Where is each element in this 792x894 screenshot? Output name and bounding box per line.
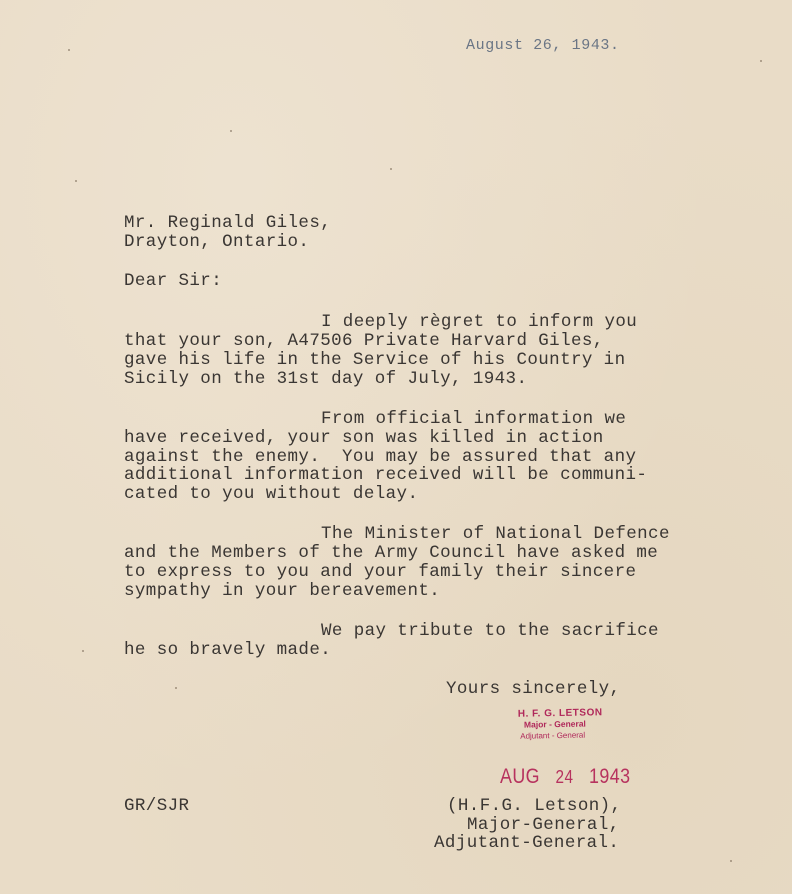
reference-initials: GR/SJR xyxy=(124,796,190,816)
stamp-year: 1943 xyxy=(589,765,631,788)
salutation: Dear Sir: xyxy=(124,271,223,291)
recipient-location: Drayton, Ontario. xyxy=(124,232,310,252)
paper-speck xyxy=(175,687,177,689)
paragraph-2-line: against the enemy. You may be assured that any xyxy=(124,447,637,467)
paper-speck xyxy=(68,49,70,51)
paper-speck xyxy=(390,168,392,170)
paper-speck xyxy=(730,860,732,862)
paragraph-1-line: Sicily on the 31st day of July, 1943. xyxy=(124,369,528,389)
paragraph-2-line: cated to you without delay. xyxy=(124,484,419,504)
paper-speck xyxy=(760,60,762,62)
paragraph-3-line: and the Members of the Army Council have asked me xyxy=(124,543,659,563)
paper-speck xyxy=(82,650,84,652)
paragraph-2-line: have received, your son was killed in action xyxy=(124,428,604,448)
signatory-rank: Major-General, xyxy=(467,815,620,835)
paragraph-4-line: he so bravely made. xyxy=(124,640,332,660)
paragraph-1-line: gave his life in the Service of his Country in xyxy=(124,350,626,370)
paragraph-4-line: We pay tribute to the sacrifice xyxy=(321,621,659,641)
closing: Yours sincerely, xyxy=(446,679,621,699)
paragraph-2-line: From official information we xyxy=(321,409,627,429)
stamp-title: Adjutant - General xyxy=(520,730,586,741)
stamp-name: H. F. G. LETSON xyxy=(517,707,603,720)
paragraph-3-line: The Minister of National Defence xyxy=(321,524,670,544)
paragraph-1-line: that your son, A47506 Private Harvard Giles, xyxy=(124,331,604,351)
paper-speck xyxy=(230,130,232,132)
paragraph-3-line: to express to you and your family their sincere xyxy=(124,562,637,582)
signature-stamp xyxy=(518,707,603,741)
paragraph-2-line: additional information received will be communi- xyxy=(124,465,648,485)
paper-speck xyxy=(75,180,77,182)
signatory-name: (H.F.G. Letson), xyxy=(447,796,622,816)
stamp-day: 24 xyxy=(555,767,574,787)
paragraph-1-line: I deeply règret to inform you xyxy=(321,312,638,332)
stamp-month: AUG xyxy=(500,765,540,788)
paragraph-3-line: sympathy in your bereavement. xyxy=(124,581,441,601)
recipient-name: Mr. Reginald Giles, xyxy=(124,213,332,233)
letter-date: August 26, 1943. xyxy=(466,37,620,54)
date-received-stamp xyxy=(500,765,630,789)
stamp-rank: Major - General xyxy=(523,718,586,730)
signatory-title: Adjutant-General. xyxy=(434,833,620,853)
